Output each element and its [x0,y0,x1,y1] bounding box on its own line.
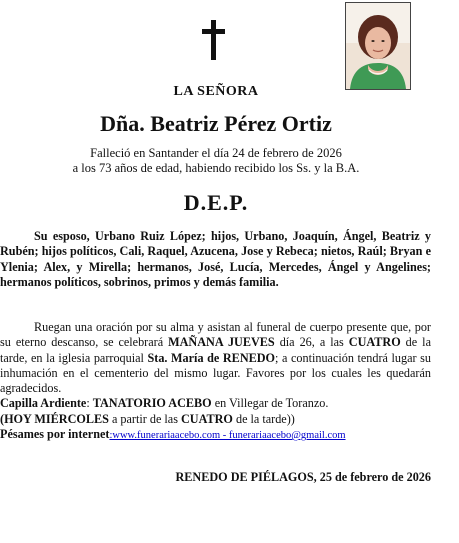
hours-day: HOY MIÉRCOLES [4,411,109,426]
place-date: RENEDO DE PIÉLAGOS, 25 de febrero de 2026 [175,470,431,484]
funeral-text-4: ; a continuación tendrá lugar su inhumación en el cementerio del mismo lugar. Favores por los cuales les quedarán agradecidos. [0,350,431,396]
deceased-name: Dña. Beatriz Pérez Ortiz [100,111,332,136]
dep-title: D.E.P. [183,190,249,215]
family-paragraph [0,229,431,290]
chapel-label: Capilla Ardiente [0,396,87,411]
funeral-day: MAÑANA JUEVES [168,335,275,350]
condolences-link[interactable]: :www.funerariaacebo.com - funerariaacebo@gmail.com [109,430,346,442]
hours-end: de la tarde)) [232,411,295,426]
death-line-2: a los 73 años de edad, habiendo recibido los Ss. y la B.A. [72,161,360,175]
hours-time: CUATRO [181,411,233,426]
chapel-rest: en Villegar de Toranzo. [211,396,329,411]
funeral-text-1: Ruegan una oración por su alma y asistan al funeral de cuerpo presente que, por su eterno descanso, se celebrará [0,320,431,350]
hours-open: ( [0,411,5,426]
funeral-paragraph [0,320,431,443]
condolences-label: Pésames por internet [0,427,110,442]
heading-la-senora: LA SEÑORA [173,84,259,99]
hours-mid: a partir de las [108,411,181,426]
death-info [0,146,432,176]
funeral-hour: CUATRO [348,335,401,350]
funeral-church: Sta. María de RENEDO [147,350,276,365]
portrait-photo [345,2,411,90]
funeral-text-2: día 26, a las [274,335,349,350]
chapel-sep: : [86,396,93,411]
funeral-text-3: de la tarde, en la iglesia parroquial [0,335,431,365]
chapel-line [0,396,431,411]
cross-icon [199,18,229,62]
chapel-hours-line [0,412,431,427]
condolences-line [0,427,431,443]
death-line-1: Falleció en Santander el día 24 de febrero de 2026 [90,146,342,160]
portrait-image [346,3,410,89]
chapel-name: TANATORIO ACEBO [92,396,212,411]
family-text: Su esposo, Urbano Ruiz López; hijos, Urbano, Joaquín, Ángel, Beatriz y Rubén; hijos políticos, Cali, Raquel, Azucena, Jose y Rebeca; nietos, Raúl; Bryan e Ylenia; Alex, y Mirella; hermanos, José, Lucía, Mercedes, Ángel y Angelines; hermanos políticos, sobrinos, primos y demás familia. [0,229,431,289]
